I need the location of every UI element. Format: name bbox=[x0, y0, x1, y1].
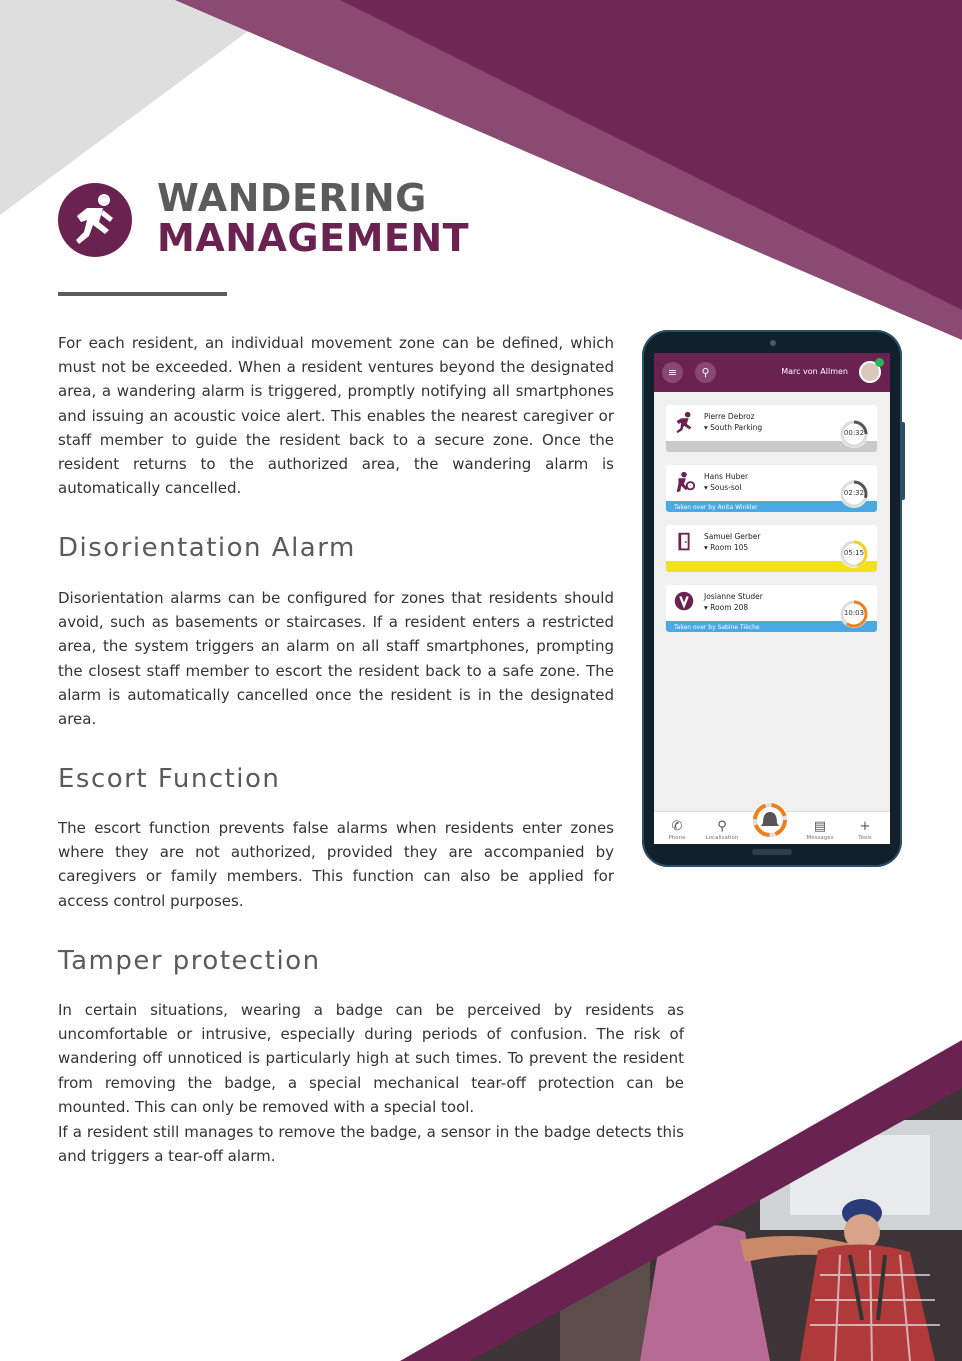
alarm-timer: 02:32 bbox=[843, 489, 865, 497]
nav-label: Localisation bbox=[705, 835, 739, 841]
section-heading-disorientation: Disorientation Alarm bbox=[58, 533, 356, 563]
smartphone-mockup bbox=[642, 330, 902, 867]
title-divider bbox=[58, 292, 227, 296]
side-button bbox=[902, 422, 905, 500]
phone-icon: ✆ bbox=[671, 819, 683, 834]
running-person-icon bbox=[672, 410, 696, 434]
alarm-timer: 10:03 bbox=[843, 609, 865, 617]
alarm-timer: 00:32 bbox=[843, 429, 865, 437]
app-header bbox=[654, 353, 890, 392]
home-indicator bbox=[752, 849, 792, 855]
section-body-disorientation: Disorientation alarms can be configured for zones that residents should avoid, such as basements or staircases. If a resident enters a restricted area, the system triggers an alarm on all staff smartphones, prompting the closest staff member to escort the resident back to a safe zone. The alarm is automatically cancelled once the resident is in the designated area. bbox=[58, 589, 614, 729]
alarm-center-button[interactable] bbox=[752, 802, 788, 838]
alarm-timer: 05:15 bbox=[843, 549, 865, 557]
camera-dot bbox=[770, 340, 776, 346]
alarm-card[interactable] bbox=[666, 405, 877, 452]
alarm-card[interactable] bbox=[666, 465, 877, 512]
resident-location: ▾ South Parking bbox=[704, 423, 763, 432]
search-icon[interactable]: ⚲ bbox=[695, 362, 716, 383]
section-body-tamper-2: If a resident still manages to remove the badge, a sensor in the badge detects this and triggers a tear-off alarm. bbox=[58, 1123, 684, 1166]
plus-icon: + bbox=[859, 819, 871, 834]
resident-name: Samuel Gerber bbox=[704, 532, 761, 541]
nav-label: Phone bbox=[668, 835, 686, 841]
section-heading-tamper: Tamper protection bbox=[58, 946, 321, 976]
nav-tools[interactable] bbox=[845, 820, 885, 841]
title-line-1: WANDERING bbox=[157, 176, 427, 220]
resident-location: ▾ Sous-sol bbox=[704, 483, 742, 492]
door-icon bbox=[672, 530, 696, 554]
alarm-status-text: Taken over by Sabine Tièche bbox=[674, 624, 760, 631]
avatar[interactable] bbox=[859, 361, 881, 383]
nav-localisation[interactable] bbox=[702, 820, 742, 841]
section-body-escort: The escort function prevents false alarms when residents enter zones where they are not authorized, provided they are accompanied by caregivers or family members. This function can also be applied for access control purposes. bbox=[58, 819, 614, 910]
nav-messages[interactable] bbox=[800, 820, 840, 841]
resident-name: Pierre Debroz bbox=[704, 412, 755, 421]
online-status-icon bbox=[875, 358, 884, 367]
alarm-status-text: Taken over by Anita Winkler bbox=[674, 504, 758, 511]
page-title bbox=[157, 178, 469, 258]
resident-name: Hans Huber bbox=[704, 472, 749, 481]
alarm-card[interactable] bbox=[666, 525, 877, 572]
message-icon: ▤ bbox=[813, 819, 827, 834]
location-icon: ⚲ bbox=[717, 819, 727, 834]
intro-paragraph: For each resident, an individual movement zone can be defined, which must not be exceeded. When a resident ventures beyond the designated area, a wandering alarm is triggered, promptly notifying all smartphones and issuing an acoustic voice alert. This enables the nearest caregiver or staff member to guide the resident back to a secure zone. Once the resident returns to the authorized area, the wandering alarm is automatically cancelled. bbox=[58, 334, 614, 498]
nav-label: Tools bbox=[858, 835, 872, 841]
phone-screen bbox=[654, 353, 890, 844]
resident-location: ▾ Room 105 bbox=[704, 543, 749, 552]
menu-icon[interactable]: ≡ bbox=[662, 362, 683, 383]
alarm-card[interactable] bbox=[666, 585, 877, 632]
user-name: Marc von Allmen bbox=[781, 367, 848, 376]
nav-label: Messages bbox=[806, 835, 834, 841]
wandering-person-icon bbox=[672, 470, 696, 494]
resident-location: ▾ Room 208 bbox=[704, 603, 749, 612]
running-person-icon bbox=[57, 182, 133, 258]
nav-phone[interactable] bbox=[657, 820, 697, 841]
resident-name: Josianne Studer bbox=[704, 592, 763, 601]
section-body-tamper: In certain situations, wearing a badge can be perceived by residents as uncomfortable or intrusive, especially during periods of confusion. The risk of wandering off unnoticed is particularly high at such times. To prevent the resident from removing the badge, a special mechanical tear-off protection can be mounted. This can only be removed with a special tool. bbox=[58, 1001, 684, 1116]
section-heading-escort: Escort Function bbox=[58, 764, 281, 794]
title-line-2: MANAGEMENT bbox=[157, 216, 470, 260]
tamper-badge-icon bbox=[672, 590, 696, 614]
